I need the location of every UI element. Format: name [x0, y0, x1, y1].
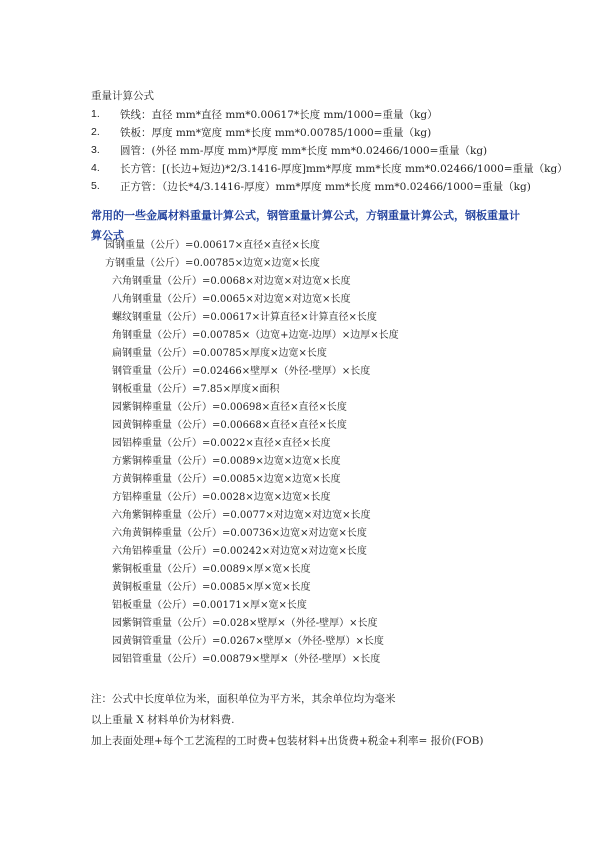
list-number: 3.	[91, 144, 100, 156]
list-text: 正方管：（边长*4/3.1416-厚度）mm*厚度 mm*长度 mm*0.02466/1000=重量（kg)	[120, 180, 531, 193]
formula-line: 扁钢重量（公斤）=0.00785×厚度×边宽×长度	[112, 348, 327, 359]
formula-line: 钢管重量（公斤）=0.02466×壁厚×（外径-壁厚）×长度	[112, 366, 371, 377]
list-text: 长方管：[(长边+短边)*2/3.1416-厚度]mm*厚度 mm*长度 mm*0.02466/1000=重量（kg）	[120, 162, 568, 175]
formula-line: 钢板重量（公斤）=7.85×厚度×面积	[112, 384, 280, 395]
formula-line: 方黄铜棒重量（公斤）=0.0085×边宽×边宽×长度	[112, 474, 341, 485]
list-item	[91, 105, 581, 123]
formula-line: 园铝管重量（公斤）=0.00879×壁厚×（外径-壁厚）×长度	[112, 654, 381, 665]
formula-line: 六角铝棒重量（公斤）=0.00242×对边宽×对边宽×长度	[112, 546, 367, 557]
formula-line: 园铝棒重量（公斤）=0.0022×直径×直径×长度	[112, 438, 331, 449]
note-line: 加上表面处理+每个工艺流程的工时费+包装材料+出货费+税金+利率= 报价(FOB)	[91, 735, 484, 747]
formula-line: 园黄铜管重量（公斤）=0.0267×壁厚×（外径-壁厚）×长度	[112, 636, 384, 647]
list-item	[91, 123, 581, 141]
list-item	[91, 177, 581, 195]
list-item	[91, 141, 581, 159]
list-number: 2.	[91, 126, 100, 138]
formula-line: 园紫铜棒重量（公斤）=0.00698×直径×直径×长度	[112, 402, 347, 413]
formula-line: 角钢重量（公斤）=0.00785×（边宽+边宽-边厚）×边厚×长度	[112, 330, 399, 341]
list-text: 圆管：(外径 mm-厚度 mm)*厚度 mm*长度 mm*0.02466/1000=重量（kg)	[120, 144, 488, 157]
formula-line: 方铝棒重量（公斤）=0.0028×边宽×边宽×长度	[112, 492, 331, 503]
formula-line: 方紫铜棒重量（公斤）=0.0089×边宽×边宽×长度	[112, 456, 341, 467]
note-line: 以上重量 X 材料单价为材料费.	[91, 714, 235, 726]
list-number: 5.	[91, 180, 100, 192]
formula-line: 园紫铜管重量（公斤）=0.028×壁厚×（外径-壁厚）×长度	[112, 618, 378, 629]
page-heading: 重量计算公式	[91, 90, 154, 102]
formula-line: 黄铜板重量（公斤）=0.0085×厚×宽×长度	[112, 582, 311, 593]
note-line: 注：公式中长度单位为米，面积单位为平方米，其余单位均为毫米	[91, 693, 396, 705]
list-item	[91, 159, 581, 177]
list-number: 1.	[91, 108, 100, 120]
notes-section	[91, 691, 483, 754]
formula-line: 园黄铜棒重量（公斤）=0.00668×直径×直径×长度	[112, 420, 347, 431]
section-title: 常用的一些金属材料重量计算公式，钢管重量计算公式，方钢重量计算公式，钢板重量计算公式	[91, 209, 520, 242]
list-number: 4.	[91, 162, 100, 174]
formula-line: 六角黄铜棒重量（公斤）=0.00736×边宽×对边宽×长度	[112, 528, 367, 539]
numbered-formula-list	[91, 105, 581, 195]
formula-line: 方钢重量（公斤）=0.00785×边宽×边宽×长度	[105, 258, 320, 269]
list-text: 铁线：直径 mm*直径 mm*0.00617*长度 mm/1000=重量（kg）	[120, 108, 438, 121]
formula-line: 六角紫铜棒重量（公斤）=0.0077×对边宽×对边宽×长度	[112, 510, 371, 521]
formula-line: 八角钢重量（公斤）=0.0065×对边宽×对边宽×长度	[112, 294, 351, 305]
formula-line: 六角钢重量（公斤）=0.0068×对边宽×对边宽×长度	[112, 276, 351, 287]
formula-line: 紫铜板重量（公斤）=0.0089×厚×宽×长度	[112, 564, 311, 575]
formula-line: 螺纹钢重量（公斤）=0.00617×计算直径×计算直径×长度	[112, 312, 377, 323]
list-text: 铁板：厚度 mm*宽度 mm*长度 mm*0.00785/1000=重量（kg)	[120, 126, 432, 139]
formula-line: 铝板重量（公斤）=0.00171×厚×宽×长度	[112, 600, 307, 611]
formula-line: 园钢重量（公斤）=0.00617×直径×直径×长度	[105, 240, 320, 251]
